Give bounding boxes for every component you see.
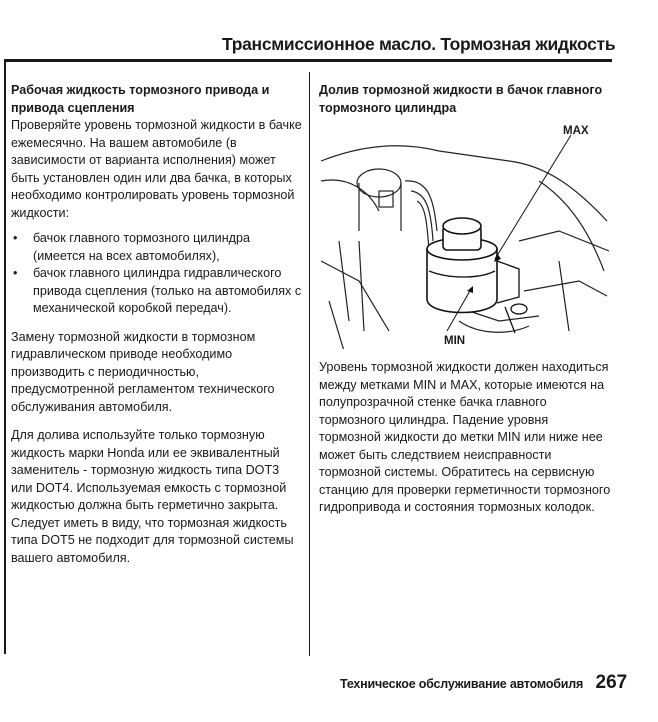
page-number: 267: [595, 672, 628, 693]
spacer: [11, 416, 303, 427]
right-column: [319, 82, 611, 517]
bullet-icon: •: [13, 231, 18, 245]
column-divider: [309, 72, 310, 656]
min-label: MIN: [444, 335, 466, 347]
page-footer: [340, 672, 627, 694]
title-rule: [4, 59, 612, 62]
footer-section-title: Техническое обслуживание автомобиля: [340, 677, 584, 691]
left-intro: Проверяйте уровень тормозной жидкости в бачке ежемесячно. На вашем автомобиле (в зависимости от варианта исполнения) может быть установлен один или два бачка, в которых необходимо контролировать уровень тормозной жидкости:: [11, 118, 302, 220]
max-label: MAX: [563, 125, 589, 137]
right-heading: Долив тормозной жидкости в бачок главного тормозного цилиндра: [319, 83, 603, 115]
left-column: [11, 82, 303, 567]
spacer: [11, 318, 303, 329]
left-margin-rule: [4, 62, 6, 654]
fluid-type-paragraph: Для долива используйте только тормозную жидкость марки Honda или ее эквивалентный заменитель - тормозную жидкость типа DOT3 или DOT4. Используемая емкость с тормозной жидкостью должна быть герметично закрыта. Следует иметь в виду, что тормозная жидкость типа DOT5 не подходит для тормозной системы вашего автомобиля.: [11, 428, 294, 565]
level-instructions: Уровень тормозной жидкости должен находиться между метками MIN и MAX, которые имеются на полупрозрачной стенке бачка главного тормозного цилиндра. Падение уровня тормозной жидкости до метки MIN или ниже нее может быть следствием неисправности тормозной системы. Обратитесь на сервисную станцию для проверки герметичности тормозного гидропривода и состояния тормозных колодок.: [319, 360, 611, 514]
bullet-icon: •: [13, 266, 18, 280]
list-item-text: бачок главного цилиндра гидравлического привода сцепления (только на автомобилях с механической коробкой передач).: [33, 266, 302, 315]
page-title: Трансмиссионное масло. Тормозная жидкость: [222, 34, 616, 54]
left-heading: Рабочая жидкость тормозного привода и привода сцепления: [11, 83, 270, 115]
engine-bay-drawing: [319, 121, 609, 349]
list-item: [11, 230, 303, 265]
list-item-text: бачок главного тормозного цилиндра (имеется на всех автомобилях),: [33, 231, 251, 263]
list-item: [11, 265, 303, 318]
reservoir-illustration: [319, 121, 609, 349]
reservoir-list: [11, 230, 303, 318]
replacement-paragraph: Замену тормозной жидкости в тормозном гидравлическом приводе необходимо производить с периодичностью, предусмотренной регламентом технического обслуживания автомобиля.: [11, 329, 275, 414]
